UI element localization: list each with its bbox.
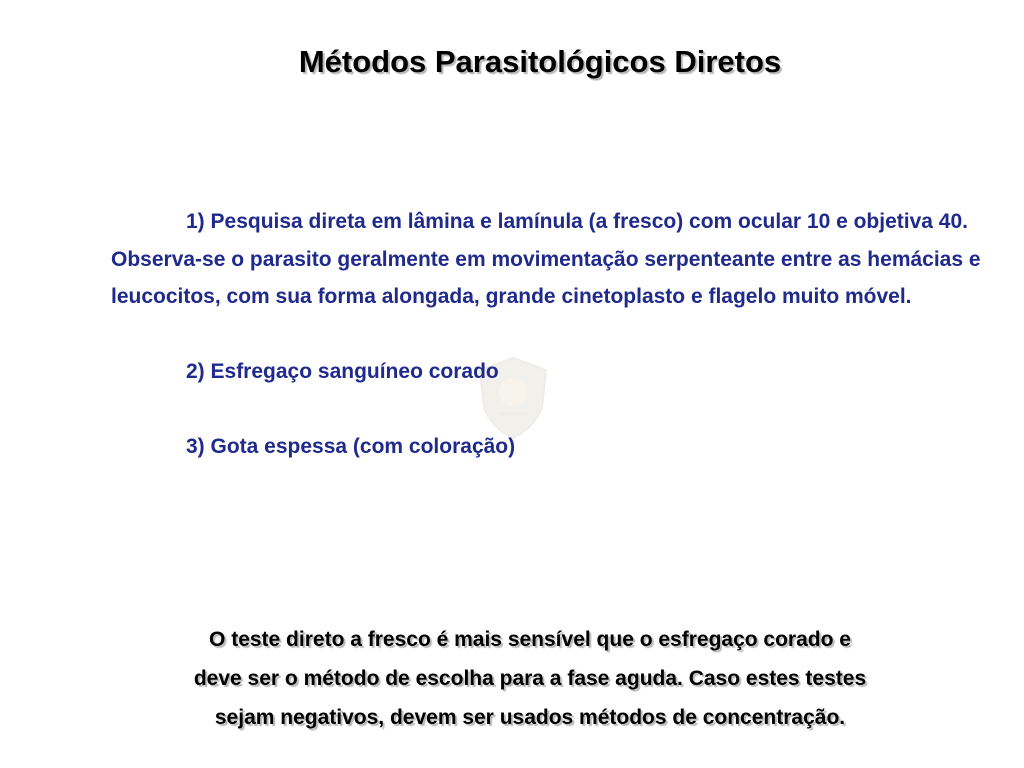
method-item-2: 2) Esfregaço sanguíneo corado [186, 360, 499, 383]
conclusion-line: deve ser o método de escolha para a fase aguda. Caso estes testes [193, 667, 867, 690]
conclusion-line: O teste direto a fresco é mais sensível que o esfregaço corado e [209, 628, 851, 651]
slide-title: Métodos Parasitológicos Diretos [298, 44, 782, 79]
methods-list [111, 203, 1011, 466]
method-item-3: 3) Gota espessa (com coloração) [186, 435, 516, 458]
method-item-1: 1) Pesquisa direta em lâmina e lamínula (a fresco) com ocular 10 e objetiva 40. Observa-se o parasito geralmente em movimentação serpenteante entre as hemácias e leucocitos, com sua forma alongada, grande cinetoplasto e flagelo muito móvel. [111, 210, 981, 308]
conclusion-note [100, 620, 960, 737]
conclusion-line: sejam negativos, devem ser usados métodos de concentração. [214, 706, 846, 729]
